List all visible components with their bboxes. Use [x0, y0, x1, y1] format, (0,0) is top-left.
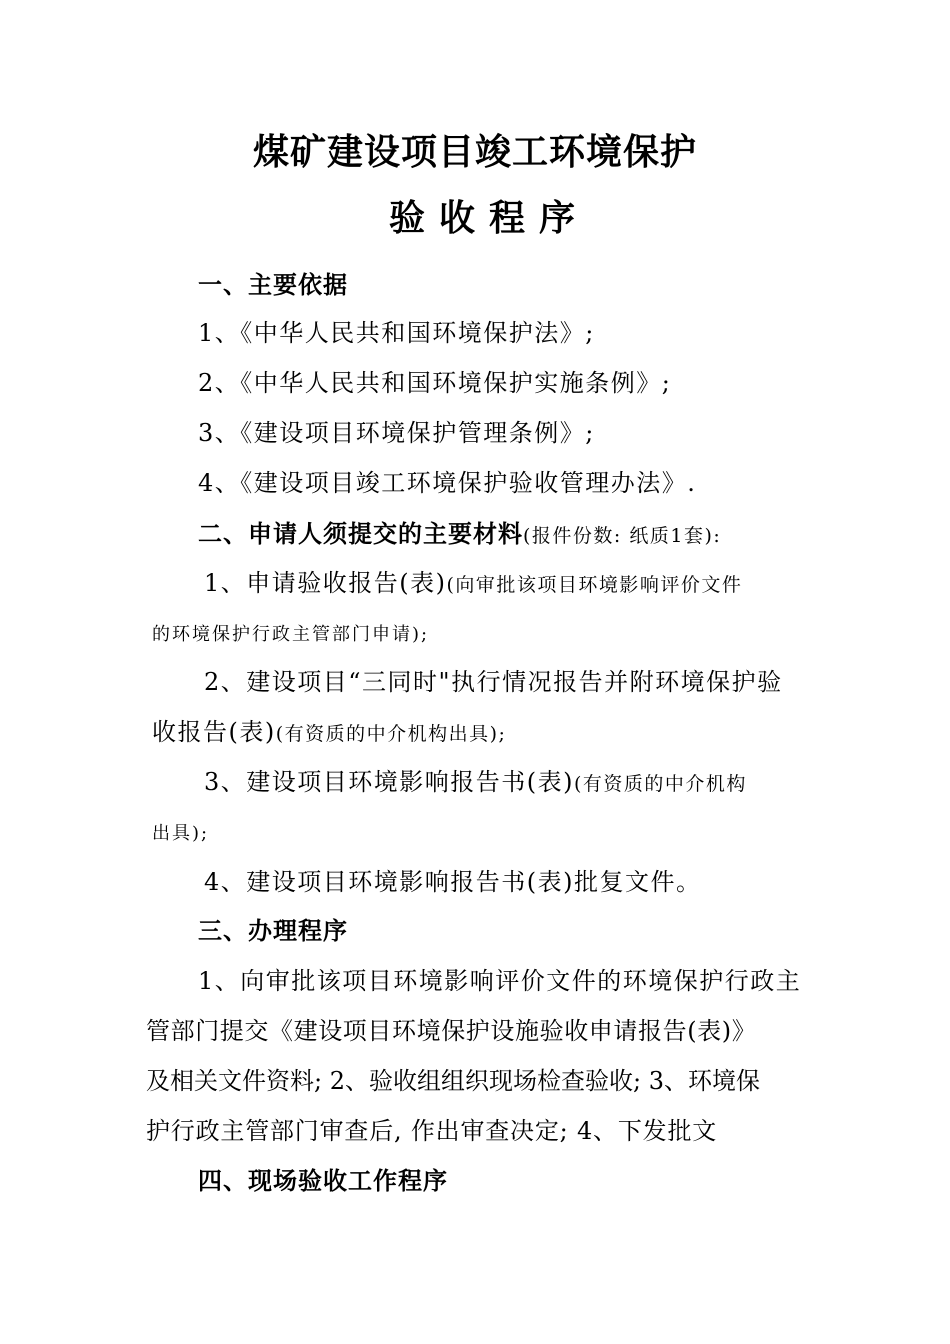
heading-note: (报件份数: 纸质1套):	[523, 525, 722, 547]
list-item: 2、《中华人民共和国环境保护实施条例》;	[198, 369, 672, 397]
paragraph-line: 管部门提交《建设项目环境保护设施验收申请报告(表)》	[146, 1017, 757, 1045]
paragraph-line: 及相关文件资料; 2、验收组组织现场检查验收; 3、环境保	[146, 1067, 760, 1095]
list-item: 1、《中华人民共和国环境保护法》;	[198, 319, 595, 347]
list-item: 4、建设项目环境影响报告书(表)批复文件。	[204, 868, 702, 896]
paragraph-line: 护行政主管部门审查后, 作出审查决定; 4、下发批文	[146, 1117, 718, 1145]
list-item-continuation	[152, 717, 506, 749]
list-item: 3、《建设项目环境保护管理条例》;	[198, 419, 595, 447]
document-title: 煤矿建设项目竣工环境保护	[252, 131, 697, 173]
item-note-text: (有资质的中介机构出具);	[275, 723, 507, 745]
document-subtitle: 验收程序	[388, 197, 589, 239]
list-item-continuation: 的环境保护行政主管部门申请);	[152, 624, 430, 645]
item-main-text: 收报告(表)	[152, 718, 276, 746]
section-heading-materials: 二、申请人须提交的主要材料	[198, 519, 523, 548]
list-item: 4、《建设项目竣工环境保护验收管理办法》.	[198, 469, 697, 497]
item-note-text: (有资质的中介机构	[574, 773, 747, 795]
section-heading-materials-line	[198, 519, 721, 551]
item-main-text: 1、申请验收报告(表)	[204, 569, 447, 597]
list-item: 2、建设项目“三同时"执行情况报告并附环境保护验	[204, 668, 783, 696]
paragraph-line: 1、向审批该项目环境影响评价文件的环境保护行政主	[198, 967, 802, 995]
section-heading-onsite: 四、现场验收工作程序	[198, 1166, 448, 1195]
list-item-continuation: 出具);	[152, 823, 210, 844]
list-item	[204, 767, 747, 799]
item-note-text: (向审批该项目环境影响评价文件	[446, 574, 743, 596]
list-item	[204, 568, 742, 600]
section-heading-basis: 一、主要依据	[198, 270, 348, 299]
section-heading-procedure: 三、办理程序	[198, 916, 348, 945]
item-main-text: 3、建设项目环境影响报告书(表)	[204, 768, 574, 796]
